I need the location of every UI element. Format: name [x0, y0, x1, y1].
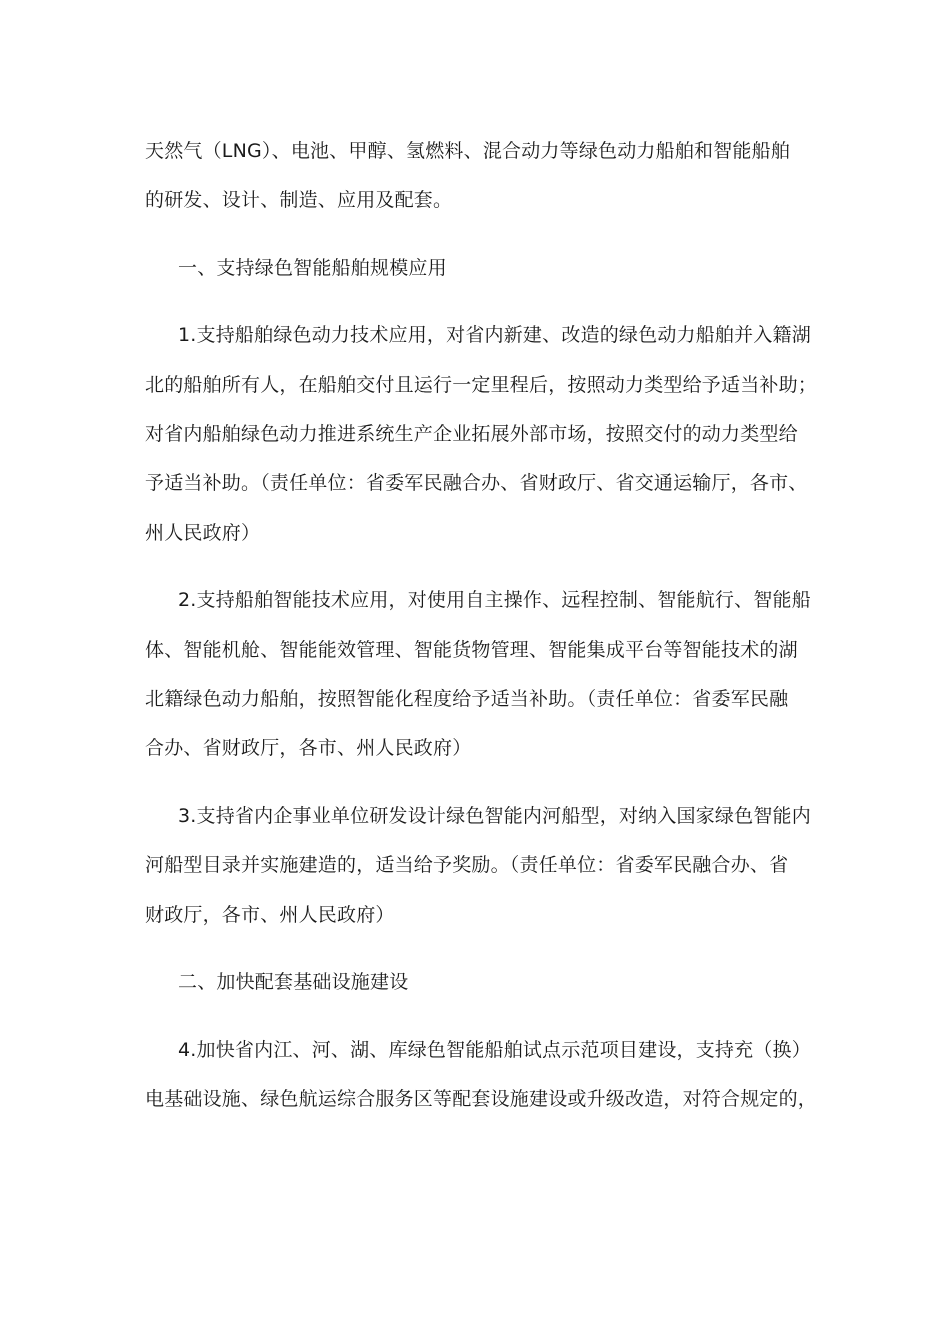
- text-line: 州人民政府）: [145, 522, 261, 544]
- section-heading: 一、支持绿色智能船舶规模应用: [178, 257, 447, 279]
- text-line: 4.加快省内江、河、湖、库绿色智能船舶试点示范项目建设，支持充（换）: [178, 1039, 811, 1061]
- text-line: 1.支持船舶绿色动力技术应用，对省内新建、改造的绿色动力船舶并入籍湖: [178, 324, 811, 346]
- text-line: 电基础设施、绿色航运综合服务区等配套设施建设或升级改造，对符合规定的，: [145, 1088, 818, 1110]
- text-line: 河船型目录并实施建造的，适当给予奖励。（责任单位：省委军民融合办、省: [145, 854, 789, 876]
- text-line: 体、智能机舱、智能能效管理、智能货物管理、智能集成平台等智能技术的湖: [145, 639, 798, 661]
- text-line: 予适当补助。（责任单位：省委军民融合办、省财政厅、省交通运输厅，各市、: [145, 472, 808, 494]
- text-line: 北籍绿色动力船舶，按照智能化程度给予适当补助。（责任单位：省委军民融: [145, 688, 789, 710]
- text-line: 北的船舶所有人，在船舶交付且运行一定里程后，按照动力类型给予适当补助；: [145, 374, 818, 396]
- text-line: 对省内船舶绿色动力推进系统生产企业拓展外部市场，按照交付的动力类型给: [145, 423, 798, 445]
- text-line: 2.支持船舶智能技术应用，对使用自主操作、远程控制、智能航行、智能船: [178, 589, 811, 611]
- text-line: 3.支持省内企事业单位研发设计绿色智能内河船型，对纳入国家绿色智能内: [178, 805, 811, 827]
- text-line: 的研发、设计、制造、应用及配套。: [145, 189, 453, 211]
- text-line: 财政厅，各市、州人民政府）: [145, 904, 395, 926]
- section-heading: 二、加快配套基础设施建设: [178, 971, 409, 993]
- text-line: 合办、省财政厅，各市、州人民政府）: [145, 737, 472, 759]
- text-line: 天然气（LNG）、电池、甲醇、氢燃料、混合动力等绿色动力船舶和智能船舶: [145, 140, 791, 162]
